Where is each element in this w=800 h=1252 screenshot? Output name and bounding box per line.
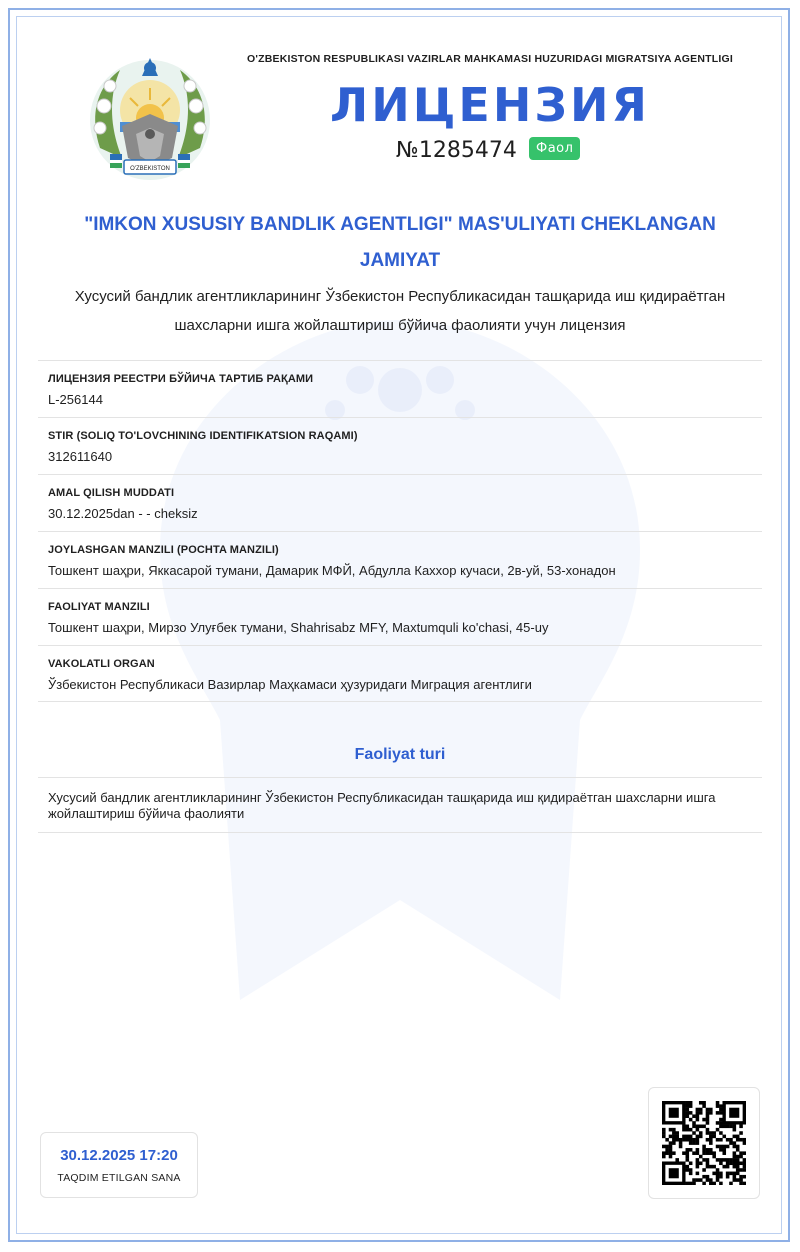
- agency-name: O'ZBEKISTON RESPUBLIKASI VAZIRLAR MAHKAMASI HUZURIDAGI MIGRATSIYA AGENTLIGI: [247, 53, 733, 65]
- qr-code-card[interactable]: [648, 1087, 760, 1199]
- field-label: VAKOLATLI ORGAN: [48, 658, 155, 670]
- field-label: FAOLIYAT MANZILI: [48, 601, 150, 613]
- field-validity: [38, 474, 762, 531]
- field-value: Ўзбекистон Республикаси Вазирлар Маҳкамаси ҳузуридаги Миграция агентлиги: [48, 677, 532, 692]
- field-registry-number: [38, 360, 762, 417]
- qr-code-icon: [662, 1101, 746, 1185]
- field-postal-address: [38, 531, 762, 588]
- field-value: L-256144: [48, 392, 103, 407]
- submission-date-card: [40, 1132, 198, 1198]
- license-details: [38, 360, 762, 702]
- field-value: Тошкент шаҳри, Мирзо Улуғбек тумани, Shahrisabz MFY, Maxtumquli ko'chasi, 45-uy: [48, 620, 549, 635]
- license-description: Хусусий бандлик агентликларининг Ўзбекистон Республикасидан ташқарида иш қидираётган шахсларни ишга жойлаштириш бўйича фаолияти учун лицензия: [74, 288, 726, 334]
- company-name: "IMKON XUSUSIY BANDLIK AGENTLIGI" MAS'ULIYATI CHEKLANGAN JAMIYAT: [84, 214, 716, 271]
- field-label: JOYLASHGAN MANZILI (POCHTA MANZILI): [48, 544, 279, 556]
- license-title: ЛИЦЕНЗИЯ: [330, 78, 650, 132]
- field-tin: [38, 417, 762, 474]
- field-label: STIR (SOLIQ TO'LOVCHINING IDENTIFIKATSION RAQAMI): [48, 430, 358, 442]
- submission-date: 30.12.2025 17:20: [60, 1147, 178, 1164]
- status-badge: Фаол: [529, 137, 580, 160]
- field-label: AMAL QILISH MUDDATI: [48, 487, 175, 499]
- field-authority: [38, 645, 762, 702]
- field-value: 312611640: [48, 449, 113, 464]
- state-emblem: [80, 48, 220, 188]
- field-activity-address: [38, 588, 762, 645]
- field-value: 30.12.2025dan - - cheksiz: [48, 506, 198, 521]
- license-number: №1285474: [396, 138, 517, 163]
- submission-date-label: TAQDIM ETILGAN SANA: [57, 1172, 181, 1184]
- emblem-banner-text: O'ZBEKISTON: [130, 166, 170, 172]
- field-label: ЛИЦЕНЗИЯ РЕЕСТРИ БЎЙИЧА ТАРТИБ РАҚАМИ: [48, 373, 314, 385]
- activity-type-text: Хусусий бандлик агентликларининг Ўзбекистон Республикасидан ташқарида иш қидираётган шахсларни ишга жойлаштириш бўйича фаолияти: [38, 777, 762, 833]
- activity-type-title: Faoliyat turi: [354, 746, 446, 763]
- field-value: Тошкент шаҳри, Яккасарой тумани, Дамарик МФЙ, Абдулла Каххор кучаси, 2в-уй, 53-хонадон: [48, 563, 616, 578]
